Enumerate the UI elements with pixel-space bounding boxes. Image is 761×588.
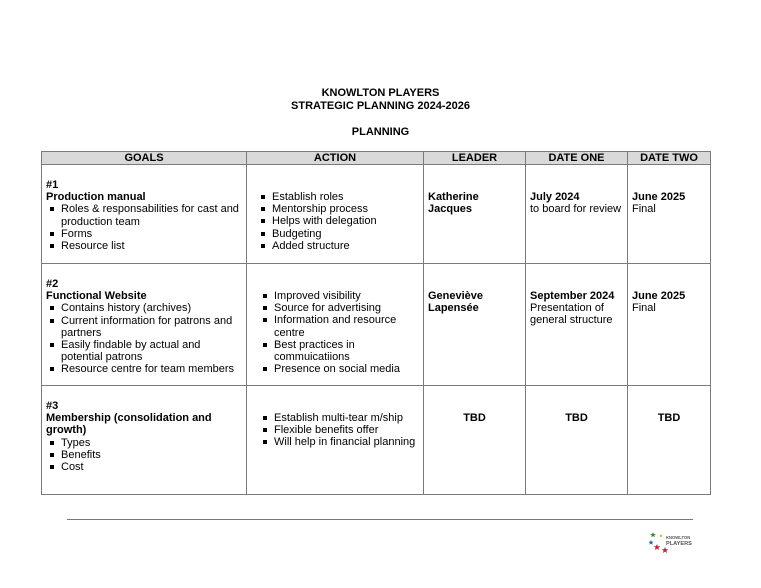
list-item: Roles & responsabilities for cast and production team: [46, 203, 242, 227]
date-one-cell: [526, 386, 628, 495]
list-item: Mentorship process: [251, 203, 419, 215]
date-one-note: to board for review: [530, 203, 622, 216]
list-item: Easily findable by actual and potential patrons: [46, 339, 242, 363]
date-one-value: September 2024: [530, 290, 615, 302]
leader-cell: [424, 386, 526, 495]
leader-name: Katherine Jacques: [428, 191, 479, 216]
action-list: [251, 290, 419, 375]
date-two-value: TBD: [657, 412, 681, 424]
star-icon: [648, 540, 653, 545]
action-cell: [247, 165, 424, 264]
date-two-cell: [628, 386, 711, 495]
goal-number: #3: [46, 400, 59, 412]
list-item: Current information for patrons and partners: [46, 315, 242, 339]
date-two-note: Final: [632, 203, 656, 216]
date-one-value: TBD: [565, 412, 588, 424]
list-item: Flexible benefits offer: [251, 424, 419, 436]
list-item: Establish roles: [251, 191, 419, 203]
column-header-leader: LEADER: [424, 152, 526, 165]
list-item: Improved visibility: [251, 290, 419, 302]
list-item: Forms: [46, 228, 242, 240]
section-title: PLANNING: [351, 126, 410, 138]
table-header-row: [42, 152, 711, 165]
goal-cell: [42, 264, 247, 386]
column-header-date-one: DATE ONE: [526, 152, 628, 165]
list-item: Source for advertising: [251, 302, 419, 314]
column-header-action: ACTION: [247, 152, 424, 165]
star-icon: [654, 544, 661, 550]
action-list: [251, 191, 419, 252]
org-name: KNOWLTON PLAYERS: [321, 87, 440, 99]
date-two-note: Final: [632, 302, 656, 315]
leader-name: TBD: [463, 412, 486, 424]
list-item: Helps with delegation: [251, 215, 419, 227]
date-two-value: June 2025: [632, 191, 686, 203]
knowlton-players-logo: [648, 530, 694, 554]
list-item: Contains history (archives): [46, 302, 242, 314]
date-one-cell: [526, 264, 628, 386]
document-subtitle: STRATEGIC PLANNING 2024-2026: [291, 100, 470, 112]
leader-name: Geneviève Lapensée: [428, 290, 484, 315]
list-item: Added structure: [251, 240, 419, 252]
goal-number: #1: [46, 179, 59, 191]
list-item: Benefits: [46, 449, 242, 461]
logo-text-line1: KNOWLTON: [666, 535, 691, 540]
star-icon: [659, 534, 663, 537]
goal-list: [46, 203, 242, 252]
list-item: Presence on social media: [251, 363, 419, 375]
date-two-value: June 2025: [632, 290, 686, 302]
table-row: [42, 165, 711, 264]
date-two-cell: [628, 165, 711, 264]
action-list: [251, 412, 419, 449]
goal-cell: [42, 165, 247, 264]
table-row: [42, 386, 711, 495]
action-cell: [247, 386, 424, 495]
list-item: Resource list: [46, 240, 242, 252]
date-one-cell: [526, 165, 628, 264]
list-item: Cost: [46, 461, 242, 473]
column-header-goals: GOALS: [42, 152, 247, 165]
date-one-note: Presentation of general structure: [530, 302, 613, 327]
table-row: [42, 264, 711, 386]
star-icon: [662, 547, 669, 553]
planning-table: [41, 151, 711, 495]
list-item: Resource centre for team members: [46, 363, 242, 375]
footer-divider: [67, 519, 693, 520]
goal-title: Membership (consolidation and growth): [46, 412, 212, 437]
leader-cell: [424, 264, 526, 386]
list-item: Will help in financial planning: [251, 436, 419, 448]
star-icon: [650, 532, 656, 537]
date-two-cell: [628, 264, 711, 386]
list-item: Budgeting: [251, 228, 419, 240]
goal-title: Production manual: [46, 191, 146, 204]
goal-number: #2: [46, 278, 59, 290]
column-header-date-two: DATE TWO: [628, 152, 711, 165]
date-one-value: July 2024: [530, 191, 580, 203]
goal-list: [46, 302, 242, 375]
list-item: Information and resource centre: [251, 314, 419, 338]
goal-cell: [42, 386, 247, 495]
leader-cell: [424, 165, 526, 264]
list-item: Best practices in commuicatiions: [251, 339, 419, 363]
goal-list: [46, 437, 242, 474]
action-cell: [247, 264, 424, 386]
goal-title: Functional Website: [46, 290, 147, 303]
list-item: Types: [46, 437, 242, 449]
list-item: Establish multi-tear m/ship: [251, 412, 419, 424]
logo-text-line2: PLAYERS: [666, 541, 692, 547]
